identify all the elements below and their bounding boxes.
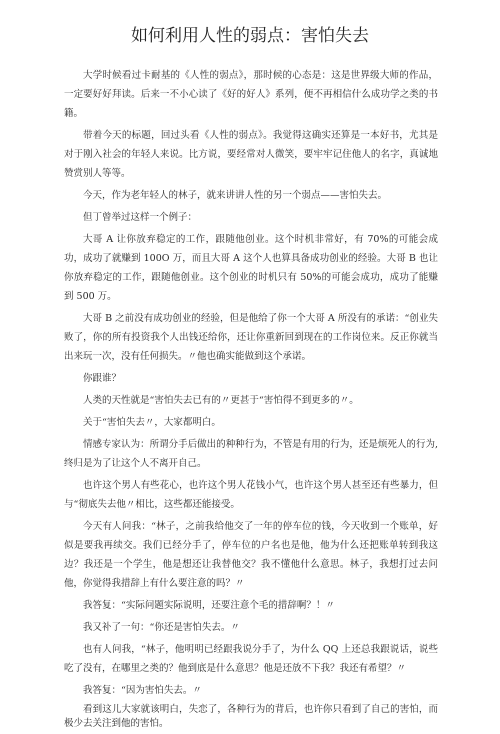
paragraph: 我答复：“实际问题实际说明，还要注意个毛的措辞啊？！〃: [83, 600, 335, 611]
paragraph: 也许这个男人有些花心，也许这个男人花钱小气，也许这个男人甚至还有些暴力，但与“彻底失去他〃相比，这些都还能接受。: [64, 480, 438, 510]
paragraph: 也有人问我，“林子，他明明已经跟我说分手了，为什么 QQ 上还总我跟说话，说些吃了没有，在哪里之类的？他到底是什么意思？他是还放不下我？我还有希望？〃: [64, 644, 438, 674]
paragraph: 带着今天的标题，回过头看《人性的弱点》。我觉得这确实还算是一本好书，尤其是对于刚入社会的年轻人来说。比方说，要经常对人微笑，要牢牢记住他人的名字，真诚地赞赏别人等等。: [64, 130, 438, 179]
paragraph: 今天有人问我：“林子，之前我给他交了一年的停车位的钱，今天收到一个账单，好似是要我再续交。我们已经分手了，停车位的户名也是他，他为什么还把账单转到我这边？我还是一个学生，他是想还让我替他交？我不懂他什么意思。林子，我想打过去问他，你觉得我措辞上有什么要注意的吗？〃: [64, 521, 438, 589]
document-title: 如何利用人性的弱点：害怕失去: [131, 26, 369, 46]
article-body: [64, 66, 438, 734]
paragraph: 我又补了一句：“你还是害怕失去。〃: [83, 622, 240, 633]
paragraph: 看到这儿大家就该明白，失恋了，各种行为的背后，也许你只看到了自己的害怕，而极少去关注到他的害怕。: [64, 704, 438, 729]
paragraph: 大哥 A 让你放弃稳定的工作，跟随他创业。这个时机非常好，有 70%的可能会成功，成功了就赚到 100O 万，而且大哥 A 这个人也算具备成功创业的经验。大哥 B 也让你放弃稳定的工作，跟随他创业。这个创业的时机只有 50%的可能会成功，成功了能赚到 500 万。: [64, 234, 438, 302]
paragraph: 情感专家认为：所谓分手后做出的种种行为，不管是有用的行为，还是烦死人的行为,终归是为了让这个人不离开自己。: [64, 439, 438, 469]
paragraph: 今天，作为老年轻人的林子，就来讲讲人性的另一个弱点——害怕失去。: [83, 190, 388, 201]
paragraph: 但丁曾举过这样一个例子：: [83, 212, 198, 223]
paragraph: 我答复：“因为害怕失去。〃: [83, 685, 202, 696]
paragraph: 关于“害怕失去〃，大家都明白。: [83, 417, 221, 428]
paragraph: 人类的天性就是“害怕失去已有的〃更甚于“害怕得不到更多的〃。: [83, 395, 359, 406]
paragraph: 大学时候看过卡耐基的《人性的弱点》，那时候的心态是：这是世界级大师的作品，一定要好好拜读。后来一不小心读了《好的好人》系列，便不再相信什么成功学之类的书籍。: [64, 70, 438, 119]
paragraph: 你跟谁？: [83, 373, 122, 384]
paragraph: 大哥 B 之前没有成功创业的经验，但是他给了你一个大哥 A 所没有的承诺：“创业失败了，你的所有投资我个人出钱还给你，还让你重新回到现在的工作岗位来。反正你就当出来玩一次，没有任何损失。〃他也确实能做到这个承诺。: [64, 313, 438, 362]
